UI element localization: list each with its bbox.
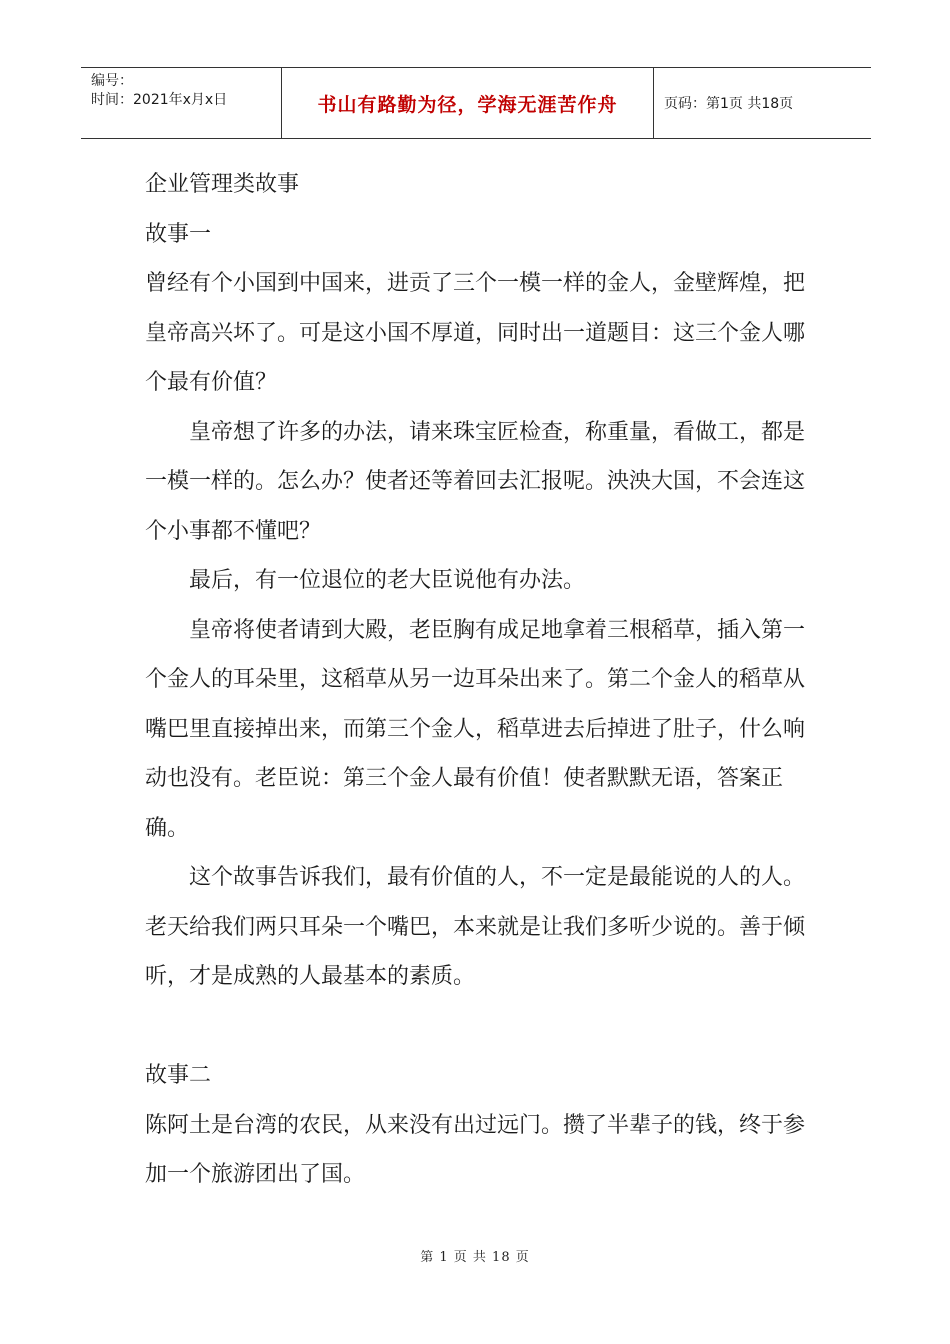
story2-paragraph-1: 陈阿土是台湾的农民，从来没有出过远门。攒了半辈子的钱，终于参加一个旅游团出了国。 (145, 1112, 806, 1187)
page-footer: 第 1 页 共 18 页 (420, 1250, 530, 1265)
story1-paragraph-3: 最后，有一位退位的老大臣说他有办法。 (189, 568, 586, 593)
header-page-info: 页码：第1页 共18页 (664, 96, 794, 112)
story1-paragraph-2: 皇帝想了许多的办法，请来珠宝匠检查，称重量，看做工，都是一模一样的。怎么办？使者还等着回去汇报呢。泱泱大国，不会连这个小事都不懂吧？ (145, 419, 806, 544)
section-spacer (145, 1002, 815, 1052)
story2-heading: 故事二 (145, 1063, 212, 1088)
story1-paragraph-1: 曾经有个小国到中国来，进贡了三个一模一样的金人，金壁辉煌，把皇帝高兴坏了。可是这小国不厚道，同时出一道题目：这三个金人哪个最有价值？ (145, 271, 806, 395)
document-body (145, 160, 815, 1200)
story1-paragraph-5: 这个故事告诉我们，最有价值的人，不一定是最能说的人的人。老天给我们两只耳朵一个嘴巴，本来就是让我们多听少说的。善于倾听，才是成熟的人最基本的素质。 (145, 865, 806, 989)
header-motto-cell (282, 68, 654, 138)
story1-heading: 故事一 (145, 221, 212, 247)
story1-paragraph-4: 皇帝将使者请到大殿，老臣胸有成足地拿着三根稻草，插入第一个金人的耳朵里，这稻草从另一边耳朵出来了。第二个金人的稻草从嘴巴里直接掉出来，而第三个金人，稻草进去后掉进了肚子，什么响动也没有。老臣说：第三个金人最有价值！使者默默无语，答案正确。 (145, 617, 806, 841)
document-date-label: 时间：2021年x月x日 (91, 92, 228, 108)
header-meta (81, 68, 282, 138)
header-page-info-cell (654, 68, 871, 138)
document-number-label: 编号： (91, 73, 133, 89)
page-header (81, 67, 871, 139)
header-motto: 书山有路勤为径，学海无涯苦作舟 (317, 93, 618, 116)
document-title: 企业管理类故事 (145, 172, 300, 197)
